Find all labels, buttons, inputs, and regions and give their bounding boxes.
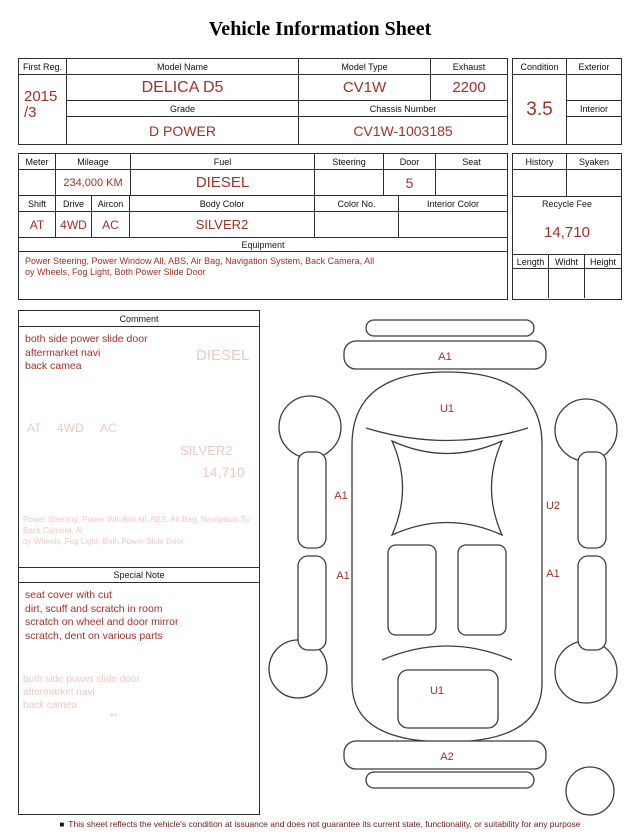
height-value xyxy=(585,269,621,298)
width-label: Widht xyxy=(549,255,585,269)
interior-grade-cell xyxy=(567,117,621,144)
exterior-grade-cell xyxy=(567,75,621,101)
top-table xyxy=(18,58,508,145)
panel-grade-left-rear: A1 xyxy=(336,570,350,582)
ghost-text: both side power slide door xyxy=(23,674,140,685)
recycle-fee-label: Recycle Fee xyxy=(541,199,593,209)
equipment-text xyxy=(19,252,507,282)
seat-label: Seat xyxy=(436,154,507,170)
comment-line: aftermarket navi xyxy=(25,346,101,359)
right-rear-door-panel xyxy=(578,556,606,650)
syaken-value xyxy=(567,170,621,197)
first-reg-value xyxy=(19,75,67,144)
first-reg-label: First Reg. xyxy=(19,59,67,75)
exterior-label: Exterior xyxy=(567,59,621,75)
history-value xyxy=(513,170,567,197)
model-type-value: CV1W xyxy=(299,75,431,101)
footer-marker: ■ xyxy=(59,820,65,829)
body-color-value: SILVER2 xyxy=(130,212,315,238)
condition-box xyxy=(512,58,622,145)
chassis-number-value: CV1W-1003185 xyxy=(353,122,453,139)
grade-value: D POWER xyxy=(67,117,299,144)
recycle-fee-value: 14,710 xyxy=(513,211,621,255)
drive-label: Drive xyxy=(56,196,92,212)
mileage-value: 234,000 KM xyxy=(56,170,131,196)
car-body-outline xyxy=(352,372,542,742)
color-no-label: Color No. xyxy=(315,196,399,212)
body-color-label: Body Color xyxy=(130,196,315,212)
special-note-text xyxy=(19,583,259,814)
equipment-label: Equipment xyxy=(19,238,507,252)
ghost-text: ** xyxy=(110,712,118,723)
model-name-label: Model Name xyxy=(67,59,299,75)
width-value xyxy=(549,269,585,298)
history-header-row xyxy=(513,154,621,170)
meter-value xyxy=(19,170,56,196)
ghost-text: AT xyxy=(27,421,42,435)
equipment-line-2: oy Wheels, Fog Light, Both Power Slide Door xyxy=(25,267,206,277)
exhaust-label: Exhaust xyxy=(431,59,507,75)
ghost-text: back camea xyxy=(23,700,77,711)
panel-grade-rear-bumper: A2 xyxy=(440,751,454,763)
steering-value xyxy=(315,170,384,196)
seat-value xyxy=(436,170,507,196)
meter-label: Meter xyxy=(19,154,56,170)
spec-value-row-1 xyxy=(19,170,507,196)
left-rear-door-panel xyxy=(298,556,326,650)
disclaimer xyxy=(0,819,640,829)
syaken-label: Syaken xyxy=(567,154,621,170)
history-label: History xyxy=(513,154,567,170)
car-diagram xyxy=(268,313,632,818)
aircon-label: Aircon xyxy=(92,196,130,212)
panel-grade-left-front: A1 xyxy=(334,490,348,502)
ghost-text: AC xyxy=(100,421,117,435)
ghost-text: aftermarket navi xyxy=(23,687,95,698)
ghost-text: 14,710 xyxy=(202,464,245,480)
shift-label: Shift xyxy=(19,196,56,212)
comment-text xyxy=(19,327,259,567)
panel-grade-right-front: U2 xyxy=(545,500,561,512)
fuel-value: DIESEL xyxy=(131,170,315,196)
dimension-header-row xyxy=(513,255,621,269)
spec-table xyxy=(18,153,508,300)
comment-line: back camea xyxy=(25,360,82,372)
drive-value: 4WD xyxy=(56,212,92,238)
special-note-line: scratch, dent on various parts xyxy=(25,629,163,642)
wheel-front-left xyxy=(279,396,341,458)
shift-value: AT xyxy=(19,212,56,238)
panel-grade-trunk: U1 xyxy=(429,685,445,697)
page-title: Vehicle Information Sheet xyxy=(208,18,432,40)
comment-column xyxy=(18,310,260,815)
comment-line: both side power slide door xyxy=(25,333,148,345)
spec-value-row-2 xyxy=(19,212,507,238)
condition-label: Condition xyxy=(513,59,567,75)
exhaust-value: 2200 xyxy=(431,75,507,101)
ghost-text: 4WD xyxy=(57,421,84,435)
spec-header-row-2 xyxy=(19,196,507,212)
condition-score: 3.5 xyxy=(513,75,567,144)
length-label: Length xyxy=(513,255,549,269)
mileage-label: Mileage xyxy=(56,154,131,170)
special-note-line: scratch on wheel and door mirror xyxy=(25,616,179,628)
ghost-text: Back Camera, Al xyxy=(23,526,83,535)
disclaimer-text: This sheet reflects the vehicle's condition at issuance and does not guarantee its current state, functionality, or suitability for any purpose xyxy=(68,819,581,829)
fuel-label: Fuel xyxy=(131,154,315,170)
interior-color-value xyxy=(399,212,507,238)
spare-wheel xyxy=(566,767,614,815)
history-box xyxy=(512,153,622,300)
front-grille-strip xyxy=(366,320,534,336)
ghost-text: Power Steering, Power Window All, ABS, Air Bag, Navigation Sy xyxy=(23,515,251,524)
special-note-header: Special Note xyxy=(19,567,259,583)
first-reg-month: /3 xyxy=(24,104,37,121)
history-value-row xyxy=(513,170,621,197)
model-type-label: Model Type xyxy=(299,59,431,75)
left-front-door-panel xyxy=(298,452,326,548)
panel-grade-front-bumper: A1 xyxy=(438,351,452,363)
door-label: Door xyxy=(384,154,436,170)
aircon-value: AC xyxy=(92,212,130,238)
right-front-door-panel xyxy=(578,452,606,548)
equipment-line-1: Power Steering, Power Window All, ABS, Air Bag, Navigation System, Back Camera, All xyxy=(25,256,375,266)
grade-label: Grade xyxy=(67,101,299,117)
special-note-line: seat cover with cut xyxy=(25,589,112,601)
first-reg-year: 2015 xyxy=(24,88,58,105)
color-no-value xyxy=(315,212,399,238)
steering-label: Steering xyxy=(315,154,384,170)
ghost-text: oy Wheels, Fog Light, Both Power Slide Door xyxy=(23,537,184,546)
rear-strip xyxy=(366,772,534,788)
special-note-line: dirt, scuff and scratch in room xyxy=(25,602,163,615)
panel-grade-hood: U1 xyxy=(439,403,455,415)
height-label: Height xyxy=(585,255,621,269)
interior-color-label: Interior Color xyxy=(399,196,507,212)
model-name-value: DELICA D5 xyxy=(67,75,299,101)
comment-header: Comment xyxy=(19,311,259,327)
interior-label: Interior xyxy=(567,101,621,117)
panel-grade-right-rear: A1 xyxy=(546,568,560,580)
ghost-text: DIESEL xyxy=(196,347,250,364)
door-value: 5 xyxy=(384,170,436,196)
length-value xyxy=(513,269,549,298)
spec-header-row-1 xyxy=(19,154,507,170)
ghost-text: SILVER2 xyxy=(180,443,233,458)
dimension-value-row xyxy=(513,269,621,298)
chassis-number-label: Chassis Number xyxy=(299,101,507,117)
